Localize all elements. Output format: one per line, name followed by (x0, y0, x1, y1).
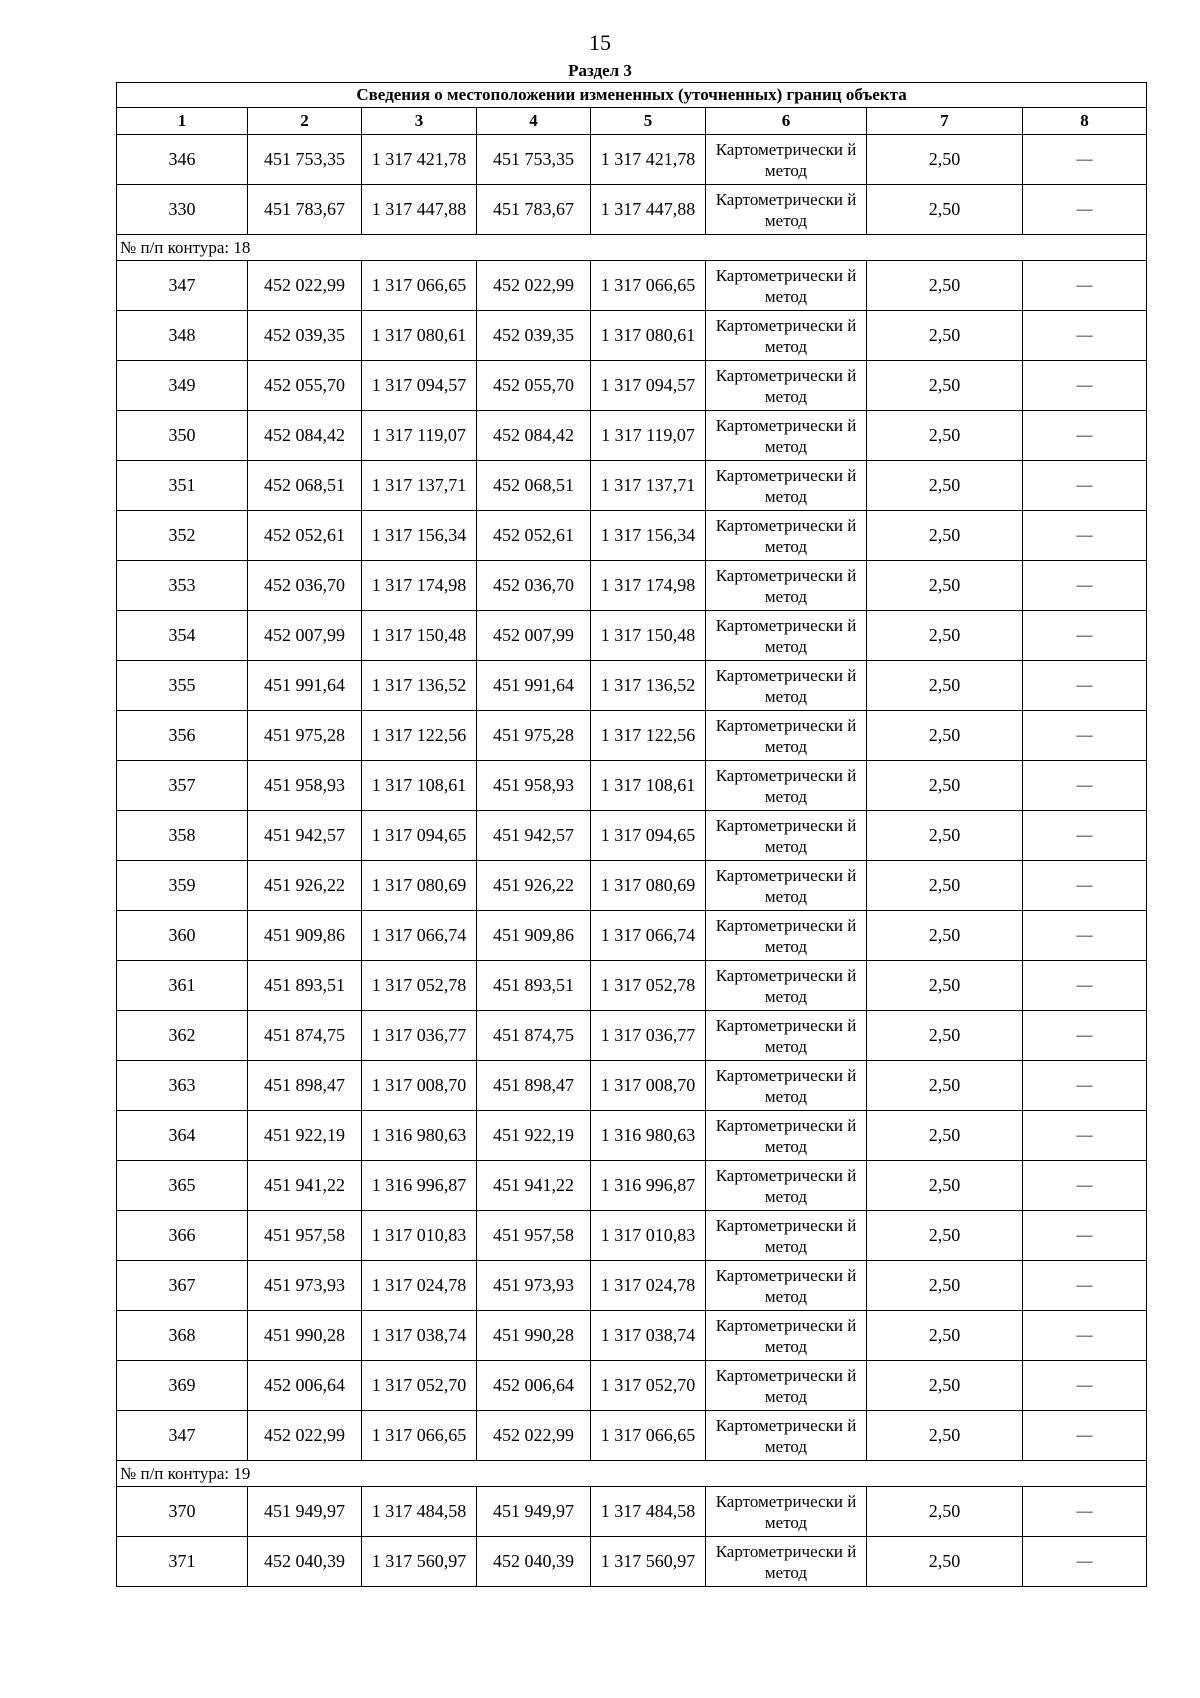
table-row (117, 611, 1147, 661)
accuracy-cell: 2,50 (867, 511, 1023, 561)
table-row (117, 911, 1147, 961)
table-row (117, 361, 1147, 411)
accuracy-cell: 2,50 (867, 1361, 1023, 1411)
y-existing-cell: 1 317 036,77 (362, 1011, 477, 1061)
note-cell: — (1023, 1537, 1147, 1587)
table-row (117, 861, 1147, 911)
accuracy-cell: 2,50 (867, 711, 1023, 761)
y-existing-cell: 1 316 996,87 (362, 1161, 477, 1211)
y-new-cell: 1 317 137,71 (591, 461, 706, 511)
y-new-cell: 1 317 080,69 (591, 861, 706, 911)
note-cell: — (1023, 561, 1147, 611)
method-cell: Картометрически й метод (706, 411, 867, 461)
note-cell: — (1023, 661, 1147, 711)
note-cell: — (1023, 461, 1147, 511)
point-number-cell: 368 (117, 1311, 248, 1361)
x-new-cell: 451 973,93 (477, 1261, 591, 1311)
x-existing-cell: 452 052,61 (248, 511, 362, 561)
point-number-cell: 369 (117, 1361, 248, 1411)
method-cell: Картометрически й метод (706, 1011, 867, 1061)
point-number-cell: 354 (117, 611, 248, 661)
method-cell: Картометрически й метод (706, 461, 867, 511)
note-cell: — (1023, 311, 1147, 361)
table-row (117, 1061, 1147, 1111)
y-existing-cell: 1 317 008,70 (362, 1061, 477, 1111)
x-new-cell: 451 893,51 (477, 961, 591, 1011)
x-new-cell: 451 941,22 (477, 1161, 591, 1211)
note-cell: — (1023, 185, 1147, 235)
column-number: 5 (591, 108, 706, 135)
accuracy-cell: 2,50 (867, 961, 1023, 1011)
x-new-cell: 452 006,64 (477, 1361, 591, 1411)
point-number-cell: 363 (117, 1061, 248, 1111)
y-new-cell: 1 316 996,87 (591, 1161, 706, 1211)
method-cell: Картометрически й метод (706, 611, 867, 661)
accuracy-cell: 2,50 (867, 1211, 1023, 1261)
table-row (117, 1161, 1147, 1211)
table-row (117, 811, 1147, 861)
y-new-cell: 1 317 122,56 (591, 711, 706, 761)
accuracy-cell: 2,50 (867, 411, 1023, 461)
note-cell: — (1023, 611, 1147, 661)
y-new-cell: 1 317 024,78 (591, 1261, 706, 1311)
y-existing-cell: 1 317 038,74 (362, 1311, 477, 1361)
y-new-cell: 1 316 980,63 (591, 1111, 706, 1161)
x-existing-cell: 451 874,75 (248, 1011, 362, 1061)
y-existing-cell: 1 317 080,61 (362, 311, 477, 361)
method-cell: Картометрически й метод (706, 1537, 867, 1587)
y-new-cell: 1 317 038,74 (591, 1311, 706, 1361)
x-existing-cell: 451 942,57 (248, 811, 362, 861)
x-new-cell: 452 052,61 (477, 511, 591, 561)
point-number-cell: 370 (117, 1487, 248, 1537)
x-existing-cell: 452 039,35 (248, 311, 362, 361)
table-row (117, 1011, 1147, 1061)
table-row (117, 1211, 1147, 1261)
column-number: 6 (706, 108, 867, 135)
method-cell: Картометрически й метод (706, 1311, 867, 1361)
page-number: 15 (589, 30, 611, 55)
method-cell: Картометрически й метод (706, 361, 867, 411)
method-cell: Картометрически й метод (706, 135, 867, 185)
y-existing-cell: 1 317 066,74 (362, 911, 477, 961)
point-number-cell: 359 (117, 861, 248, 911)
note-cell: — (1023, 135, 1147, 185)
table-row (117, 185, 1147, 235)
y-existing-cell: 1 317 010,83 (362, 1211, 477, 1261)
x-existing-cell: 451 958,93 (248, 761, 362, 811)
point-number-cell: 357 (117, 761, 248, 811)
note-cell: — (1023, 811, 1147, 861)
column-number: 8 (1023, 108, 1147, 135)
method-cell: Картометрически й метод (706, 1061, 867, 1111)
x-new-cell: 451 958,93 (477, 761, 591, 811)
x-new-cell: 451 990,28 (477, 1311, 591, 1361)
note-cell: — (1023, 961, 1147, 1011)
method-cell: Картометрически й метод (706, 761, 867, 811)
method-cell: Картометрически й метод (706, 1111, 867, 1161)
x-existing-cell: 451 957,58 (248, 1211, 362, 1261)
x-existing-cell: 451 941,22 (248, 1161, 362, 1211)
accuracy-cell: 2,50 (867, 861, 1023, 911)
y-existing-cell: 1 317 174,98 (362, 561, 477, 611)
x-existing-cell: 451 926,22 (248, 861, 362, 911)
y-existing-cell: 1 317 066,65 (362, 261, 477, 311)
contour-row (117, 235, 1147, 261)
accuracy-cell: 2,50 (867, 135, 1023, 185)
method-cell: Картометрически й метод (706, 911, 867, 961)
accuracy-cell: 2,50 (867, 1011, 1023, 1061)
x-existing-cell: 452 055,70 (248, 361, 362, 411)
table-row (117, 1111, 1147, 1161)
note-cell: — (1023, 1361, 1147, 1411)
y-existing-cell: 1 317 560,97 (362, 1537, 477, 1587)
x-new-cell: 451 783,67 (477, 185, 591, 235)
method-cell: Картометрически й метод (706, 1411, 867, 1461)
x-existing-cell: 452 007,99 (248, 611, 362, 661)
note-cell: — (1023, 261, 1147, 311)
note-cell: — (1023, 1111, 1147, 1161)
y-new-cell: 1 317 119,07 (591, 411, 706, 461)
y-existing-cell: 1 317 052,70 (362, 1361, 477, 1411)
boundary-coordinates-table (116, 82, 1147, 1587)
point-number-cell: 362 (117, 1011, 248, 1061)
y-new-cell: 1 317 136,52 (591, 661, 706, 711)
x-new-cell: 451 949,97 (477, 1487, 591, 1537)
point-number-cell: 351 (117, 461, 248, 511)
y-existing-cell: 1 317 421,78 (362, 135, 477, 185)
x-new-cell: 451 753,35 (477, 135, 591, 185)
column-number: 3 (362, 108, 477, 135)
table-row (117, 1487, 1147, 1537)
point-number-cell: 350 (117, 411, 248, 461)
x-new-cell: 452 022,99 (477, 1411, 591, 1461)
accuracy-cell: 2,50 (867, 1061, 1023, 1111)
y-existing-cell: 1 317 137,71 (362, 461, 477, 511)
method-cell: Картометрически й метод (706, 261, 867, 311)
table-row (117, 1261, 1147, 1311)
contour-label: № п/п контура: 19 (117, 1461, 1147, 1487)
x-existing-cell: 451 991,64 (248, 661, 362, 711)
contour-row (117, 1461, 1147, 1487)
y-new-cell: 1 317 066,65 (591, 1411, 706, 1461)
y-existing-cell: 1 317 484,58 (362, 1487, 477, 1537)
point-number-cell: 353 (117, 561, 248, 611)
y-new-cell: 1 317 066,65 (591, 261, 706, 311)
point-number-cell: 355 (117, 661, 248, 711)
table-row (117, 761, 1147, 811)
y-existing-cell: 1 316 980,63 (362, 1111, 477, 1161)
x-existing-cell: 452 006,64 (248, 1361, 362, 1411)
point-number-cell: 349 (117, 361, 248, 411)
x-new-cell: 452 036,70 (477, 561, 591, 611)
accuracy-cell: 2,50 (867, 1111, 1023, 1161)
note-cell: — (1023, 1161, 1147, 1211)
method-cell: Картометрически й метод (706, 311, 867, 361)
table-row (117, 1311, 1147, 1361)
method-cell: Картометрически й метод (706, 511, 867, 561)
table-row (117, 261, 1147, 311)
y-existing-cell: 1 317 122,56 (362, 711, 477, 761)
x-new-cell: 451 909,86 (477, 911, 591, 961)
table-row (117, 135, 1147, 185)
y-new-cell: 1 317 066,74 (591, 911, 706, 961)
point-number-cell: 346 (117, 135, 248, 185)
x-new-cell: 451 975,28 (477, 711, 591, 761)
accuracy-cell: 2,50 (867, 1487, 1023, 1537)
x-existing-cell: 451 893,51 (248, 961, 362, 1011)
y-existing-cell: 1 317 094,65 (362, 811, 477, 861)
x-new-cell: 451 957,58 (477, 1211, 591, 1261)
accuracy-cell: 2,50 (867, 461, 1023, 511)
x-new-cell: 451 991,64 (477, 661, 591, 711)
y-new-cell: 1 317 094,57 (591, 361, 706, 411)
y-new-cell: 1 317 052,70 (591, 1361, 706, 1411)
x-existing-cell: 452 084,42 (248, 411, 362, 461)
x-new-cell: 451 942,57 (477, 811, 591, 861)
y-new-cell: 1 317 036,77 (591, 1011, 706, 1061)
x-new-cell: 452 007,99 (477, 611, 591, 661)
accuracy-cell: 2,50 (867, 1311, 1023, 1361)
x-existing-cell: 451 949,97 (248, 1487, 362, 1537)
x-new-cell: 452 068,51 (477, 461, 591, 511)
note-cell: — (1023, 361, 1147, 411)
column-number: 7 (867, 108, 1023, 135)
column-number: 1 (117, 108, 248, 135)
y-existing-cell: 1 317 066,65 (362, 1411, 477, 1461)
accuracy-cell: 2,50 (867, 361, 1023, 411)
table-row (117, 1361, 1147, 1411)
point-number-cell: 330 (117, 185, 248, 235)
y-new-cell: 1 317 447,88 (591, 185, 706, 235)
note-cell: — (1023, 1061, 1147, 1111)
note-cell: — (1023, 1011, 1147, 1061)
method-cell: Картометрически й метод (706, 185, 867, 235)
x-existing-cell: 452 040,39 (248, 1537, 362, 1587)
y-new-cell: 1 317 108,61 (591, 761, 706, 811)
y-new-cell: 1 317 052,78 (591, 961, 706, 1011)
column-number: 4 (477, 108, 591, 135)
section-title: Раздел 3 (568, 61, 632, 80)
x-new-cell: 452 022,99 (477, 261, 591, 311)
table-row (117, 561, 1147, 611)
method-cell: Картометрически й метод (706, 1211, 867, 1261)
point-number-cell: 365 (117, 1161, 248, 1211)
x-existing-cell: 452 036,70 (248, 561, 362, 611)
x-existing-cell: 451 898,47 (248, 1061, 362, 1111)
point-number-cell: 352 (117, 511, 248, 561)
x-new-cell: 452 039,35 (477, 311, 591, 361)
accuracy-cell: 2,50 (867, 1161, 1023, 1211)
accuracy-cell: 2,50 (867, 1537, 1023, 1587)
accuracy-cell: 2,50 (867, 611, 1023, 661)
note-cell: — (1023, 861, 1147, 911)
point-number-cell: 358 (117, 811, 248, 861)
accuracy-cell: 2,50 (867, 261, 1023, 311)
y-new-cell: 1 317 080,61 (591, 311, 706, 361)
point-number-cell: 360 (117, 911, 248, 961)
x-new-cell: 451 926,22 (477, 861, 591, 911)
accuracy-cell: 2,50 (867, 911, 1023, 961)
y-new-cell: 1 317 150,48 (591, 611, 706, 661)
method-cell: Картометрически й метод (706, 561, 867, 611)
x-existing-cell: 451 753,35 (248, 135, 362, 185)
y-new-cell: 1 317 008,70 (591, 1061, 706, 1111)
x-existing-cell: 452 022,99 (248, 261, 362, 311)
point-number-cell: 364 (117, 1111, 248, 1161)
point-number-cell: 371 (117, 1537, 248, 1587)
y-new-cell: 1 317 421,78 (591, 135, 706, 185)
point-number-cell: 347 (117, 1411, 248, 1461)
table-row (117, 311, 1147, 361)
y-existing-cell: 1 317 024,78 (362, 1261, 477, 1311)
note-cell: — (1023, 711, 1147, 761)
point-number-cell: 361 (117, 961, 248, 1011)
method-cell: Картометрически й метод (706, 1261, 867, 1311)
method-cell: Картометрически й метод (706, 1161, 867, 1211)
y-new-cell: 1 317 174,98 (591, 561, 706, 611)
y-new-cell: 1 317 560,97 (591, 1537, 706, 1587)
method-cell: Картометрически й метод (706, 811, 867, 861)
method-cell: Картометрически й метод (706, 861, 867, 911)
y-existing-cell: 1 317 108,61 (362, 761, 477, 811)
accuracy-cell: 2,50 (867, 311, 1023, 361)
x-existing-cell: 451 975,28 (248, 711, 362, 761)
column-number: 2 (248, 108, 362, 135)
point-number-cell: 348 (117, 311, 248, 361)
table-row (117, 961, 1147, 1011)
x-existing-cell: 452 022,99 (248, 1411, 362, 1461)
y-new-cell: 1 317 094,65 (591, 811, 706, 861)
y-existing-cell: 1 317 136,52 (362, 661, 477, 711)
accuracy-cell: 2,50 (867, 185, 1023, 235)
y-existing-cell: 1 317 447,88 (362, 185, 477, 235)
table-row (117, 711, 1147, 761)
table-row (117, 1411, 1147, 1461)
accuracy-cell: 2,50 (867, 561, 1023, 611)
x-new-cell: 452 055,70 (477, 361, 591, 411)
x-new-cell: 452 084,42 (477, 411, 591, 461)
y-existing-cell: 1 317 150,48 (362, 611, 477, 661)
note-cell: — (1023, 761, 1147, 811)
table-body (117, 135, 1147, 1587)
x-existing-cell: 452 068,51 (248, 461, 362, 511)
contour-label: № п/п контура: 18 (117, 235, 1147, 261)
note-cell: — (1023, 411, 1147, 461)
y-existing-cell: 1 317 094,57 (362, 361, 477, 411)
point-number-cell: 356 (117, 711, 248, 761)
point-number-cell: 367 (117, 1261, 248, 1311)
x-existing-cell: 451 783,67 (248, 185, 362, 235)
accuracy-cell: 2,50 (867, 811, 1023, 861)
y-existing-cell: 1 317 080,69 (362, 861, 477, 911)
table-row (117, 511, 1147, 561)
x-existing-cell: 451 922,19 (248, 1111, 362, 1161)
x-new-cell: 451 874,75 (477, 1011, 591, 1061)
x-existing-cell: 451 973,93 (248, 1261, 362, 1311)
note-cell: — (1023, 1211, 1147, 1261)
x-new-cell: 451 898,47 (477, 1061, 591, 1111)
point-number-cell: 347 (117, 261, 248, 311)
x-new-cell: 451 922,19 (477, 1111, 591, 1161)
note-cell: — (1023, 911, 1147, 961)
note-cell: — (1023, 1487, 1147, 1537)
table-row (117, 411, 1147, 461)
table-row (117, 461, 1147, 511)
x-new-cell: 452 040,39 (477, 1537, 591, 1587)
y-existing-cell: 1 317 156,34 (362, 511, 477, 561)
method-cell: Картометрически й метод (706, 1361, 867, 1411)
accuracy-cell: 2,50 (867, 1261, 1023, 1311)
table-caption: Сведения о местоположении измененных (уточненных) границ объекта (117, 83, 1147, 108)
x-existing-cell: 451 909,86 (248, 911, 362, 961)
note-cell: — (1023, 1261, 1147, 1311)
method-cell: Картометрически й метод (706, 711, 867, 761)
x-existing-cell: 451 990,28 (248, 1311, 362, 1361)
y-existing-cell: 1 317 119,07 (362, 411, 477, 461)
accuracy-cell: 2,50 (867, 1411, 1023, 1461)
note-cell: — (1023, 1411, 1147, 1461)
method-cell: Картометрически й метод (706, 961, 867, 1011)
y-existing-cell: 1 317 052,78 (362, 961, 477, 1011)
y-new-cell: 1 317 156,34 (591, 511, 706, 561)
y-new-cell: 1 317 010,83 (591, 1211, 706, 1261)
method-cell: Картометрически й метод (706, 1487, 867, 1537)
point-number-cell: 366 (117, 1211, 248, 1261)
method-cell: Картометрически й метод (706, 661, 867, 711)
table-row (117, 661, 1147, 711)
note-cell: — (1023, 1311, 1147, 1361)
note-cell: — (1023, 511, 1147, 561)
accuracy-cell: 2,50 (867, 761, 1023, 811)
y-new-cell: 1 317 484,58 (591, 1487, 706, 1537)
accuracy-cell: 2,50 (867, 661, 1023, 711)
table-row (117, 1537, 1147, 1587)
